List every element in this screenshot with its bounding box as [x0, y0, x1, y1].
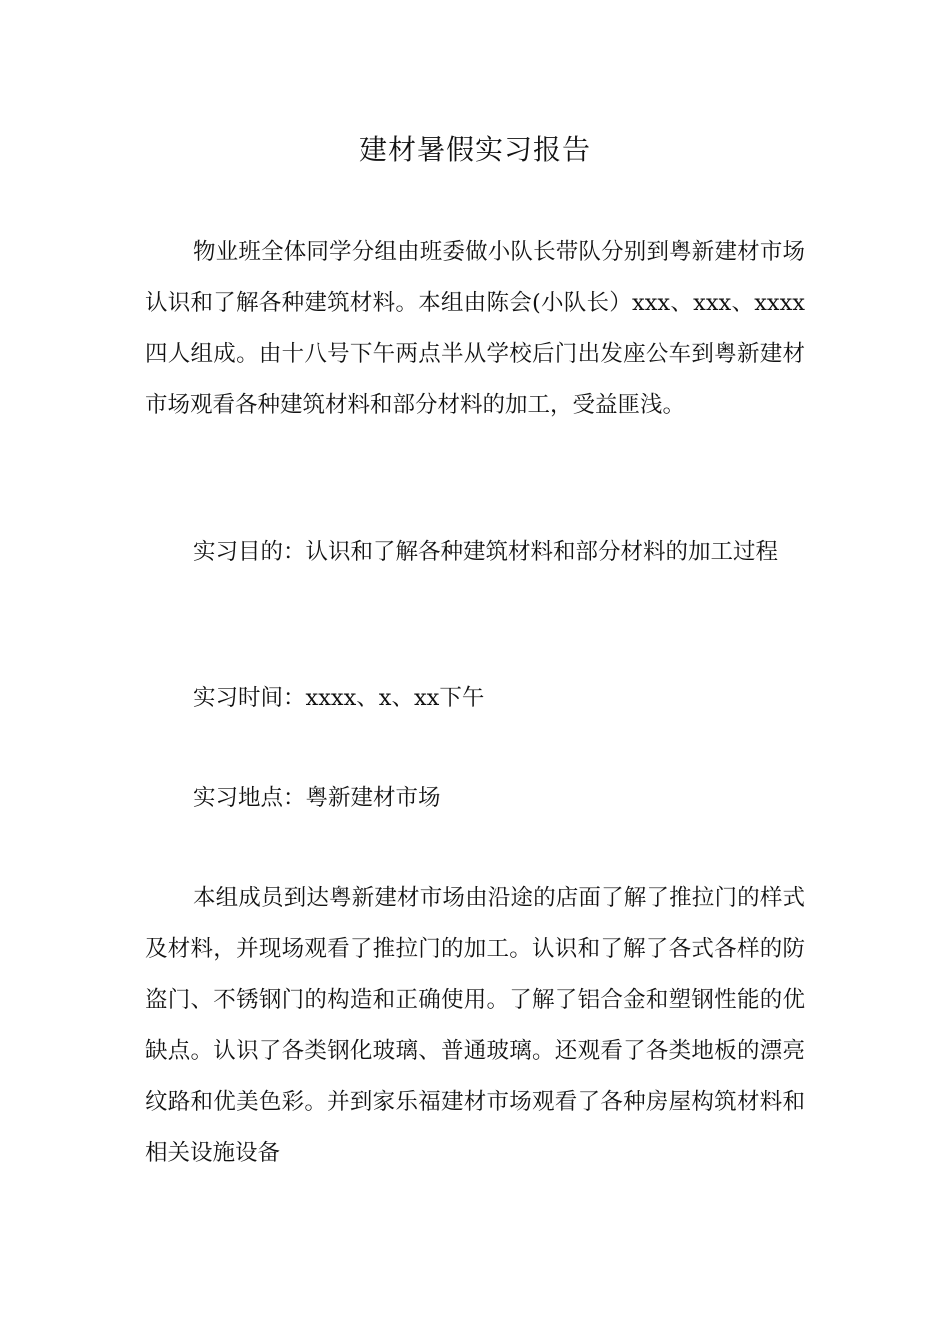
- purpose-paragraph: 实习目的：认识和了解各种建筑材料和部分材料的加工过程: [193, 539, 779, 565]
- intro-paragraph: 物业班全体同学分组由班委做小队长带队分别到粤新建材市场认识和了解各种建筑材料。本组由陈会(小队长）xxx、xxx、xxxx四人组成。由十八号下午两点半从学校后门出发座公车到粤新建材市场观看各种建筑材料和部分材料的加工，受益匪浅。: [145, 239, 805, 418]
- document-title: 建材暑假实习报告: [358, 133, 591, 166]
- time-paragraph: 实习时间：xxxx、x、xx下午: [193, 685, 485, 711]
- location-paragraph: 实习地点：粤新建材市场: [193, 785, 441, 811]
- findings-paragraph: 本组成员到达粤新建材市场由沿途的店面了解了推拉门的样式及材料，并现场观看了推拉门的加工。认识和了解了各式各样的防盗门、不锈钢门的构造和正确使用。了解了铝合金和塑钢性能的优缺点。认识了各类钢化玻璃、普通玻璃。还观看了各类地板的漂亮纹路和优美色彩。并到家乐福建材市场观看了各种房屋构筑材料和相关设施设备: [145, 885, 805, 1166]
